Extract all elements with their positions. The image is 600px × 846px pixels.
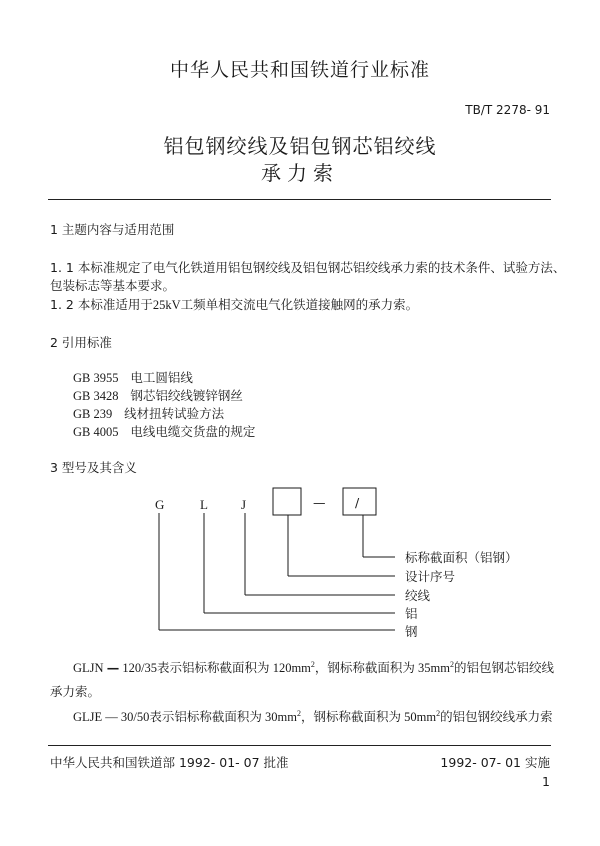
design-sequence-box bbox=[273, 488, 301, 515]
reference-code: GB 4005 bbox=[73, 425, 119, 439]
label-aluminum: 铝 bbox=[405, 606, 418, 621]
clause-1-2-prefix: 1. 2 本标准适用于 bbox=[50, 297, 153, 312]
example-1-text-c: 的铝包钢芯铝绞线 bbox=[453, 660, 554, 675]
clause-1-1-line2: 包装标志等基本要求。 bbox=[50, 278, 176, 293]
page-number: 1 bbox=[542, 774, 550, 789]
reference-code: GB 239 bbox=[73, 407, 113, 421]
superscript-2: 2 bbox=[449, 659, 454, 669]
code-letter-j: J bbox=[241, 497, 247, 512]
clause-1-2-voltage: 25kV bbox=[152, 298, 181, 312]
code-slash: / bbox=[355, 495, 360, 510]
label-steel: 钢 bbox=[405, 624, 418, 639]
reference-title: 线材扭转试验方法 bbox=[124, 406, 225, 421]
superscript-2: 2 bbox=[296, 708, 301, 718]
example-2 bbox=[73, 707, 553, 725]
example-1-line1 bbox=[73, 658, 554, 676]
clause-1-1-line1: 1. 1 本标准规定了电气化铁道用铝包钢绞线及铝包钢芯铝绞线承力索的技术条件、试验方法、 bbox=[50, 260, 566, 275]
reference-code: GB 3428 bbox=[73, 389, 119, 403]
section-1-heading: 1 主题内容与适用范围 bbox=[50, 222, 175, 237]
example-2-text-a: 表示铝标称截面积为 bbox=[149, 709, 262, 724]
example-2-area-aluminum: 30mm bbox=[261, 710, 297, 724]
example-1-text-a: 表示铝标称截面积为 bbox=[157, 660, 270, 675]
reference-code: GB 3955 bbox=[73, 371, 119, 385]
example-1-ratio: 120/35 bbox=[119, 661, 158, 675]
standard-number: TB/T 2278- 91 bbox=[465, 103, 550, 117]
example-2-text-c: 的铝包钢绞线承力索 bbox=[440, 709, 553, 724]
document-title: 铝包钢绞线及铝包钢芯铝绞线 bbox=[163, 134, 437, 158]
example-1-dash: — bbox=[106, 660, 120, 675]
code-letter-g: G bbox=[155, 497, 165, 512]
example-2-code: GLJE — 30/50 bbox=[73, 710, 150, 724]
clause-1-2-suffix: 工频单相交流电气化铁道接触网的承力索。 bbox=[180, 297, 419, 312]
section-3-heading: 3 型号及其含义 bbox=[50, 460, 137, 475]
reference-title: 电线电缆交货盘的规定 bbox=[130, 424, 256, 439]
example-1-area-steel: 35mm bbox=[414, 661, 450, 675]
example-2-area-steel: 50mm bbox=[401, 710, 437, 724]
reference-title: 电工圆铝线 bbox=[130, 370, 193, 385]
implementation-date: 1992- 07- 01 实施 bbox=[440, 755, 550, 770]
issuing-organization: 中华人民共和国铁道行业标准 bbox=[169, 59, 430, 81]
superscript-2: 2 bbox=[436, 708, 441, 718]
superscript-2: 2 bbox=[310, 659, 315, 669]
cross-section-box bbox=[343, 488, 376, 515]
approval-statement: 中华人民共和国铁道部 1992- 01- 07 批准 bbox=[50, 755, 289, 770]
example-2-text-b: ，钢标称截面积为 bbox=[300, 709, 401, 724]
label-nominal-cross-section: 标称截面积（铝钢） bbox=[405, 550, 518, 565]
example-1-area-aluminum: 120mm bbox=[269, 661, 311, 675]
reference-title: 钢芯铝绞线镀锌钢丝 bbox=[130, 388, 243, 403]
code-dash: — bbox=[313, 495, 326, 510]
document-subtitle: 承力索 bbox=[261, 161, 339, 185]
footer-rule bbox=[48, 745, 551, 746]
code-letter-l: L bbox=[200, 497, 208, 512]
label-design-sequence: 设计序号 bbox=[405, 569, 456, 584]
example-1-code: GLJN bbox=[73, 661, 107, 675]
section-2-heading: 2 引用标准 bbox=[50, 335, 112, 350]
example-1-text-b: ，钢标称截面积为 bbox=[314, 660, 415, 675]
label-stranded-wire: 绞线 bbox=[405, 588, 431, 603]
example-1-line2: 承力索。 bbox=[50, 684, 101, 699]
